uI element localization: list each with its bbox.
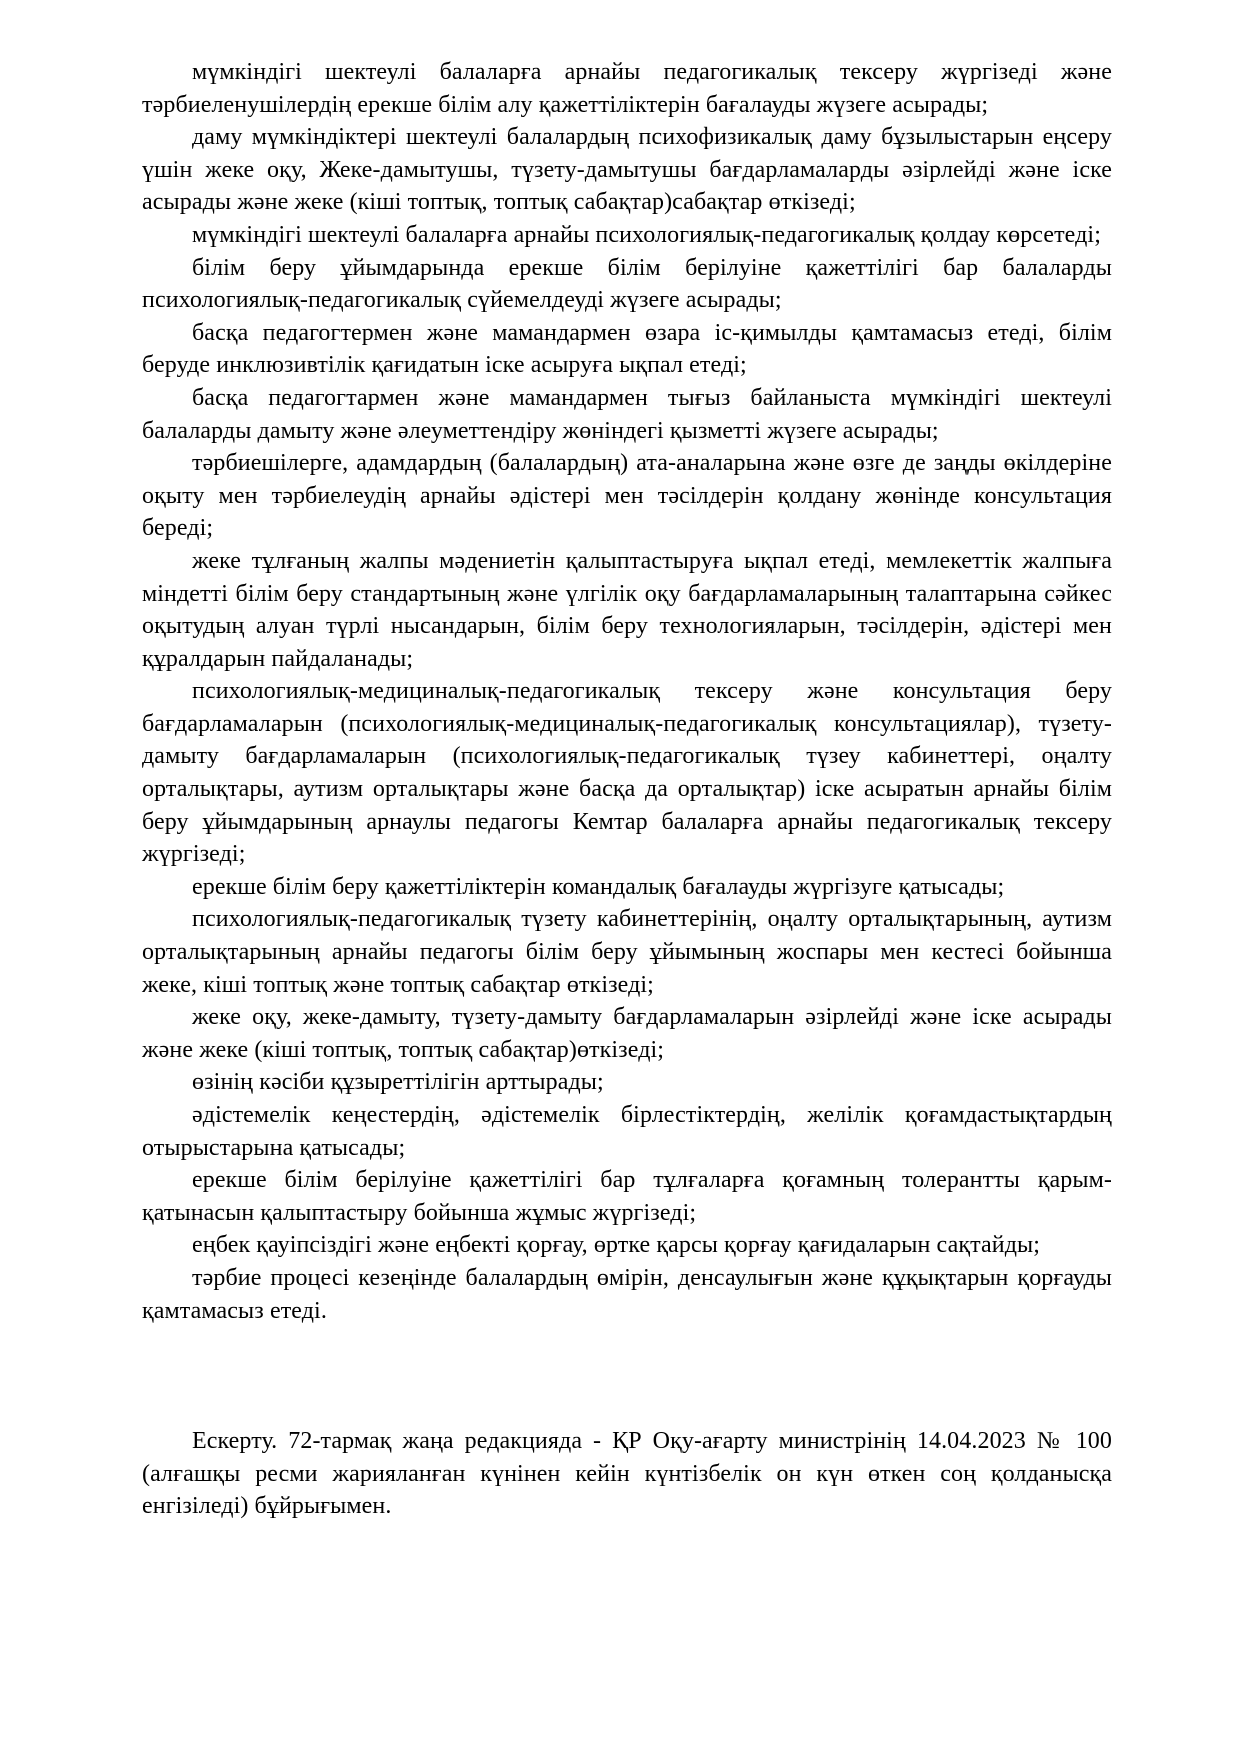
paragraph: мүмкіндігі шектеулі балаларға арнайы психологиялық-педагогикалық қолдау көрсетеді; xyxy=(192,221,1101,248)
paragraph: басқа педагогтармен және мамандармен тығыз байланыста мүмкіндігі шектеулі балаларды дамыту және әлеуметтендіру жөніндегі қызметті жүзеге асырады; xyxy=(142,384,1112,444)
amendment-note: Ескерту. 72-тармақ жаңа редакцияда - ҚР Оқу-ағарту министрінің 14.04.2023 № 100 (алғашқы ресми жарияланған күнінен кейін күнтізбелік он күн өткен соң қолданысқа енгізіледі) бұйрығымен. xyxy=(142,1428,1112,1520)
paragraph: ерекше білім беру қажеттіліктерін командалық бағалауды жүргізуге қатысады; xyxy=(192,873,1005,900)
paragraph: ерекше білім берілуіне қажеттілігі бар тұлғаларға қоғамның толерантты қарым-қатынасын қалыптастыру бойынша жұмыс жүргізеді; xyxy=(142,1167,1112,1226)
paragraph: тәрбиешілерге, адамдардың (балалардың) ата-аналарына және өзге де заңды өкілдеріне оқыту мен тәрбиелеудің арнайы әдістері мен тәсілдерін қолдану жөнінде консультация береді; xyxy=(142,450,1112,542)
paragraph: психологиялық-педагогикалық түзету кабинеттерінің, оңалту орталықтарының, аутизм орталықтарының арнайы педагогы білім беру ұйымының жоспары мен кестесі бойынша жеке, кіші топтық және топтық сабақтар өткізеді; xyxy=(142,906,1112,998)
paragraph: тәрбие процесі кезеңінде балалардың өмірін, денсаулығын және құқықтарын қорғауды қамтамасыз етеді. xyxy=(142,1264,1112,1324)
paragraph: жеке тұлғаның жалпы мәдениетін қалыптастыруға ықпал етеді, мемлекеттік жалпыға міндетті білім беру стандартының және үлгілік оқу бағдарламаларының талаптарына сәйкес оқытудың алуан түрлі нысандарын, білім беру технологияларын, тәсілдерін, әдістері мен құралдарын пайдаланады; xyxy=(142,547,1112,672)
paragraph: әдістемелік кеңестердің, әдістемелік бірлестіктердің, желілік қоғамдастықтардың отырыстарына қатысады; xyxy=(142,1102,1112,1161)
paragraph: мүмкіндігі шектеулі балаларға арнайы педагогикалық тексеру жүргізеді және тәрбиеленушілердің ерекше білім алу қажеттіліктерін бағалауды жүзеге асырады; xyxy=(142,59,1112,118)
paragraph: білім беру ұйымдарында ерекше білім берілуіне қажеттілігі бар балаларды психологиялық-педагогикалық сүйемелдеуді жүзеге асырады; xyxy=(142,254,1112,314)
paragraph-list xyxy=(142,56,1112,1327)
paragraph: жеке оқу, жеке-дамыту, түзету-дамыту бағдарламаларын әзірлейді және іске асырады және жеке (кіші топтық, топтық сабақтар)өткізеді; xyxy=(142,1004,1112,1063)
paragraph: өзінің кәсіби құзыреттілігін арттырады; xyxy=(192,1069,604,1096)
document-body xyxy=(142,56,1112,1523)
paragraph: басқа педагогтермен және мамандармен өзара іс-қимылды қамтамасыз етеді, білім беруде инклюзивтілік қағидатын іске асыруға ықпал етеді; xyxy=(142,319,1112,379)
paragraph: еңбек қауіпсіздігі және еңбекті қорғау, өртке қарсы қорғау қағидаларын сақтайды; xyxy=(192,1232,1040,1259)
paragraph: психологиялық-медициналық-педагогикалық тексеру және консультация беру бағдарламаларын (психологиялық-медициналық-педагогикалық консультациялар), түзету-дамыту бағдарламаларын (психологиялық-педагогикалық түзеу кабинеттері, оңалту орталықтары, аутизм орталықтары және басқа да орталықтар) іске асыратын арнайы білім беру ұйымдарының арнаулы педагогы Кемтар балаларға арнайы педагогикалық тексеру жүргізеді; xyxy=(142,678,1112,868)
paragraph: даму мүмкіндіктері шектеулі балалардың психофизикалық даму бұзылыстарын еңсеру үшін жеке оқу, Жеке-дамытушы, түзету-дамытушы бағдарламаларды әзірлейді және іске асырады және жеке (кіші топтық, топтық сабақтар)сабақтар өткізеді; xyxy=(142,124,1112,216)
